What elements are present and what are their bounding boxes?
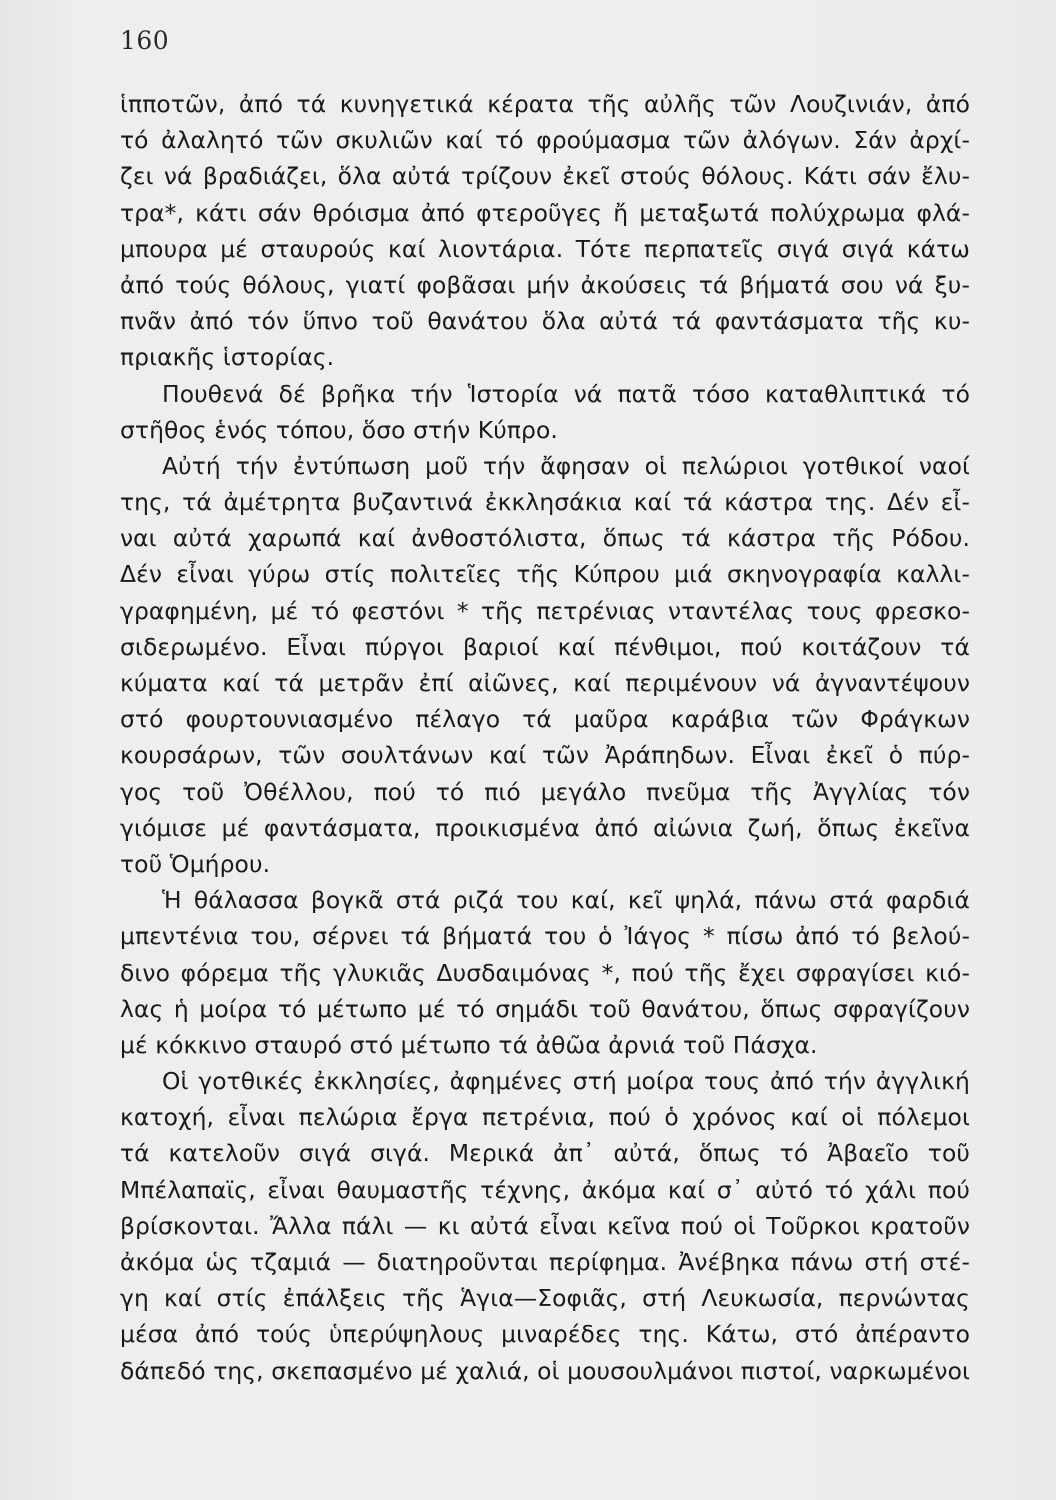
text-line: της, τά ἀμέτρητα βυζαντινά ἐκκλησάκια καί τά κάστρα της. Δέν εἶ- [120,488,970,517]
text-line: ἀπό τούς θόλους, γιατί φοβᾶσαι μήν ἀκούσεις τά βήματά σου νά ξυ- [120,270,970,299]
text-line: κατοχή, εἶναι πελώρια ἔργα πετρένια, πού ὁ χρόνος καί οἱ πόλεμοι [120,1103,970,1132]
text-line: Πουθενά δέ βρῆκα τήν Ἱστορία νά πατᾶ τόσο καταθλιπτικά τό [162,379,970,408]
text-line: γος τοῦ Ὀθέλλου, πού τό πιό μεγάλο πνεῦμα τῆς Ἀγγλίας τόν [120,777,970,806]
text-line: λας ἡ μοίρα τό μέτωπο μέ τό σημάδι τοῦ θανάτου, ὅπως σφραγίζουν [120,994,970,1023]
text-line: μέ κόκκινο σταυρό στό μέτωπο τά ἀθῶα ἀρνιά τοῦ Πάσχα. [120,1030,818,1059]
text-line: γη καί στίς ἐπάλξεις τῆς Ἁγια—Σοφιᾶς, στή Λευκωσία, περνώντας [120,1284,970,1313]
text-line: κουρσάρων, τῶν σουλτάνων καί τῶν Ἀράπηδων. Εἶναι ἐκεῖ ὁ πύρ- [120,741,970,770]
text-line: σιδερωμένο. Εἶναι πύργοι βαριοί καί πένθιμοι, πού κοιτάζουν τά [120,632,970,661]
text-line: ζει νά βραδιάζει, ὅλα αὐτά τρίζουν ἐκεῖ στούς θόλους. Κάτι σάν ἔλυ- [120,162,970,191]
text-line: πριακῆς ἱστορίας. [120,343,335,372]
text-line: κύματα καί τά μετρᾶν ἐπί αἰῶνες, καί περιμένουν νά ἀγναντέψουν [120,669,970,697]
text-line: Αὐτή τήν ἐντύπωση μοῦ τήν ἄφησαν οἱ πελώριοι γοτθικοί ναοί [162,451,970,480]
text-line: τοῦ Ὁμήρου. [120,849,271,878]
text-line: τρα*, κάτι σάν θρόισμα ἀπό φτεροῦγες ἤ μεταξωτά πολύχρωμα φλά- [120,198,970,227]
text-line: ναι αὐτά χαρωπά καί ἀνθοστόλιστα, ὅπως τά κάστρα τῆς Ρόδου. [120,524,970,553]
text-line: δινο φόρεμα τῆς γλυκιᾶς Δυσδαιμόνας *, πού τῆς ἔχει σφραγίσει κιό- [120,958,970,987]
text-line: γραφημένη, μέ τό φεστόνι * τῆς πετρένιας νταντέλας τους φρεσκο- [120,596,970,625]
text-line: στῆθος ἑνός τόπου, ὅσο στήν Κύπρο. [120,415,558,444]
text-line: Μπέλαπαϊς, εἶναι θαυμαστῆς τέχνης, ἀκόμα καί σ᾽ αὐτό τό χάλι πού [120,1175,970,1204]
text-line: Ἡ θάλασσα βογκᾶ στά ριζά του καί, κεῖ ψηλά, πάνω στά φαρδιά [162,886,970,915]
text-line: Δέν εἶναι γύρω στίς πολιτεῖες τῆς Κύπρου μιά σκηνογραφία καλλι- [120,560,970,589]
page-number: 160 [120,26,170,55]
text-line: τά κατελοῦν σιγά σιγά. Μερικά ἀπ᾽ αὐτά, ὅπως τό Ἀβαεῖο τοῦ [120,1139,970,1168]
body-text [120,86,970,1389]
text-line: Οἱ γοτθικές ἐκκλησίες, ἀφημένες στή μοίρα τους ἀπό τήν ἀγγλική [162,1067,970,1096]
text-line: γιόμισε μέ φαντάσματα, προικισμένα ἀπό αἰώνια ζωή, ὅπως ἐκεῖνα [120,813,970,842]
text-line: στό φουρτουνιασμένο πέλαγο τά μαῦρα καράβια τῶν Φράγκων [120,705,970,734]
text-line: μπεντένια του, σέρνει τά βήματά του ὁ Ἰάγος * πίσω ἀπό τό βελού- [120,922,970,951]
text-line: ἱπποτῶν, ἀπό τά κυνηγετικά κέρατα τῆς αὐλῆς τῶν Λουζινιάν, ἀπό [120,90,970,118]
text-line: πνᾶν ἀπό τόν ὕπνο τοῦ θανάτου ὅλα αὐτά τά φαντάσματα τῆς κυ- [120,307,970,336]
text-line: ἀκόμα ὡς τζαμιά — διατηροῦνται περίφημα. Ἀνέβηκα πάνω στή στέ- [120,1248,970,1276]
text-line: μέσα ἀπό τούς ὑπερύψηλους μιναρέδες της. Κάτω, στό ἀπέραντο [120,1320,970,1349]
text-line: δάπεδό της, σκεπασμένο μέ χαλιά, οἱ μουσουλμάνοι πιστοί, ναρκωμένοι [120,1356,971,1385]
text-line: τό ἀλαλητό τῶν σκυλιῶν καί τό φρούμασμα τῶν ἀλόγων. Σάν ἀρχί- [120,126,970,155]
text-line: μπουρα μέ σταυρούς καί λιοντάρια. Τότε περπατεῖς σιγά σιγά κάτω [120,234,970,263]
text-line: βρίσκονται. Ἄλλα πάλι — κι αὐτά εἶναι κεῖνα πού οἱ Τοῦρκοι κρατοῦν [120,1211,970,1240]
